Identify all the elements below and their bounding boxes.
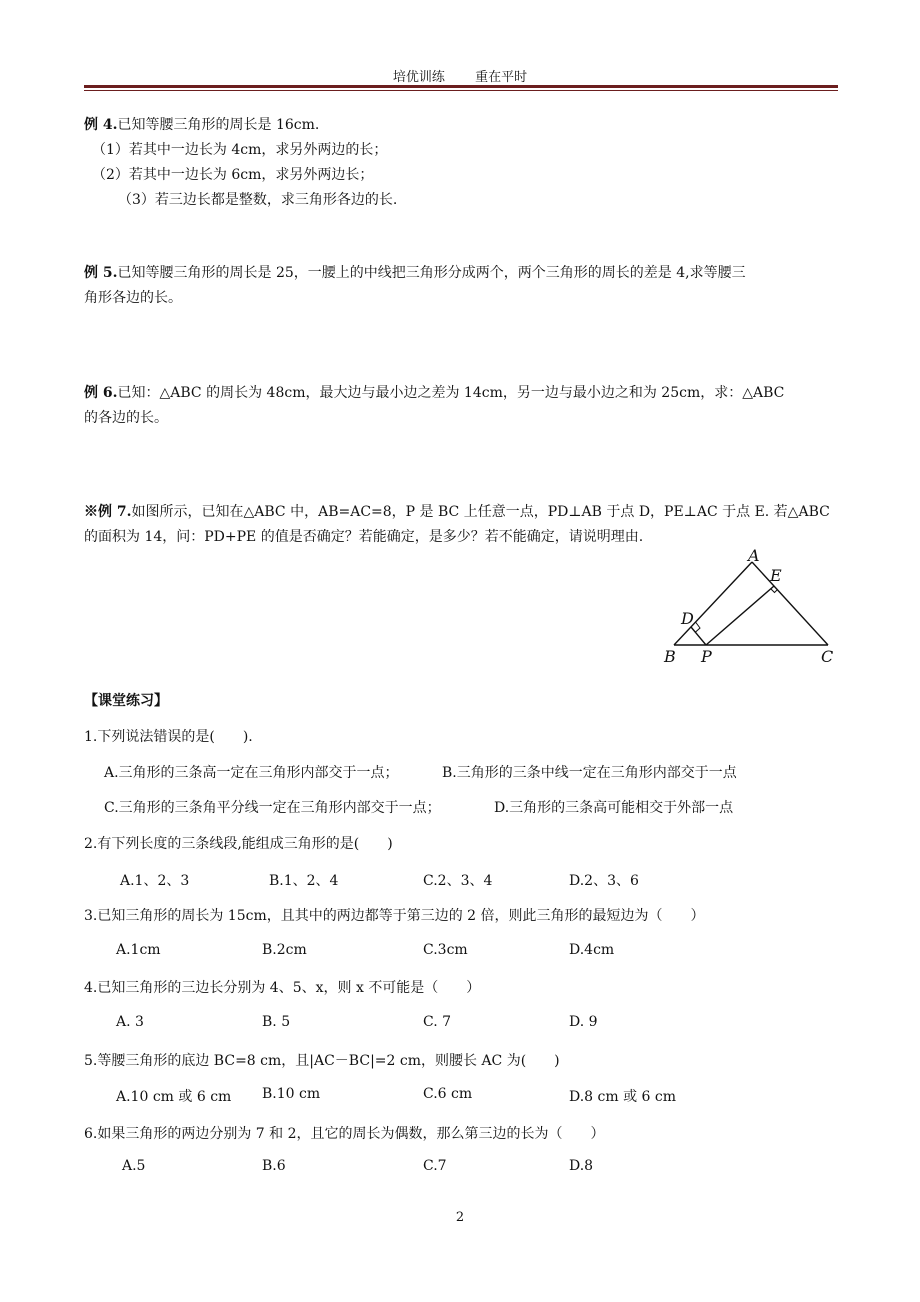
label-c: C [821,647,834,666]
question-5-option-a: A.10 cm 或 6 cm [116,1089,232,1105]
page-header [0,66,920,85]
question-4-option-c: C. 7 [423,1014,452,1030]
question-6-option-c: C.7 [423,1158,447,1174]
question-2-option-b: B.1、2、4 [269,873,339,889]
label-a: A [748,548,760,565]
segment-ab [674,562,752,645]
label-b: B [664,647,676,666]
triangle-figure [660,548,840,670]
label-e: E [770,566,782,585]
question-6-option-b: B.6 [262,1158,286,1174]
example-7-line1: ※例 7.如图所示，已知在△ABC 中，AB=AC=8，P 是 BC 上任意一点，PD⊥AB 于点 D，PE⊥AC 于点 E. 若△ABC [84,504,830,520]
header-right-text: 重在平时 [475,70,528,85]
example-7-line2: 的面积为 14，问：PD+PE 的值是否确定？若能确定，是多少？若不能确定，请说明理由. [84,529,644,545]
right-angle-mark-d [695,622,700,633]
question-3-option-a: A.1cm [116,942,161,958]
question-5-option-c: C.6 cm [423,1086,473,1102]
segment-ac [752,562,828,645]
example-5-line2: 角形各边的长。 [84,290,182,306]
page-number: 2 [455,1210,465,1225]
question-4-option-b: B. 5 [262,1014,291,1030]
example-4-q3: （3）若三边长都是整数，求三角形各边的长. [118,192,398,208]
question-1-option-a: A.三角形的三条高一定在三角形内部交于一点； [104,765,399,781]
practice-title: 【课堂练习】 [84,693,168,709]
question-3-stem: 3.已知三角形的周长为 15cm，且其中的两边都等于第三边的 2 倍，则此三角形的最短边为（ ） [84,908,705,924]
example-6-line2: 的各边的长。 [84,410,168,426]
question-3-option-b: B.2cm [262,942,307,958]
header-rule-thick [84,85,838,88]
question-4-option-a: A. 3 [116,1014,144,1030]
question-2-option-a: A.1、2、3 [120,873,190,889]
example-6-line1: 例 6.已知：△ABC 的周长为 48cm，最大边与最小边之差为 14cm，另一边与最小边之和为 25cm，求：△ABC [84,385,785,401]
example-4-stem: 例 4.已知等腰三角形的周长是 16cm. [84,117,320,133]
question-4-stem: 4.已知三角形的三边长分别为 4、5、x，则 x 不可能是（ ） [84,980,481,996]
segment-pe [706,586,774,645]
question-2-option-c: C.2、3、4 [423,873,493,889]
example-4-q2: （2）若其中一边长为 6cm，求另外两边长； [92,167,374,183]
question-2-option-d: D.2、3、6 [569,873,639,889]
question-2-stem: 2.有下列长度的三条线段,能组成三角形的是( ) [84,836,393,852]
label-p: P [701,647,712,666]
header-left-text: 培优训练 [392,70,445,85]
example-5-line1: 例 5.已知等腰三角形的周长是 25，一腰上的中线把三角形分成两个，两个三角形的周长的差是 4,求等腰三 [84,265,746,281]
question-4-option-d: D. 9 [569,1014,598,1030]
question-5-option-b: B.10 cm [262,1086,321,1102]
question-6-option-a: A.5 [122,1158,146,1174]
example-4-label: 例 4. [84,117,118,133]
example-5-label: 例 5. [84,265,118,281]
question-5-stem: 5.等腰三角形的底边 BC=8 cm，且|AC－BC|=2 cm，则腰长 AC 为( ) [84,1053,560,1069]
question-5-option-d: D.8 cm 或 6 cm [569,1089,677,1105]
example-7-label: ※例 7. [84,504,132,520]
example-6-label: 例 6. [84,385,118,401]
header-rule-thin [84,90,838,91]
example-4-q1: （1）若其中一边长为 4cm，求另外两边的长； [92,142,388,158]
question-6-option-d: D.8 [569,1158,594,1174]
question-3-option-c: C.3cm [423,942,468,958]
question-1-option-c: C.三角形的三条角平分线一定在三角形内部交于一点； [104,800,441,816]
label-d: D [681,609,694,628]
question-1-option-b: B.三角形的三条中线一定在三角形内部交于一点 [442,765,737,781]
question-1-stem: 1.下列说法错误的是( ). [84,729,253,745]
question-6-stem: 6.如果三角形的两边分别为 7 和 2，且它的周长为偶数，那么第三边的长为（ ） [84,1126,605,1142]
question-3-option-d: D.4cm [569,942,615,958]
question-1-option-d: D.三角形的三条高可能相交于外部一点 [494,800,734,816]
